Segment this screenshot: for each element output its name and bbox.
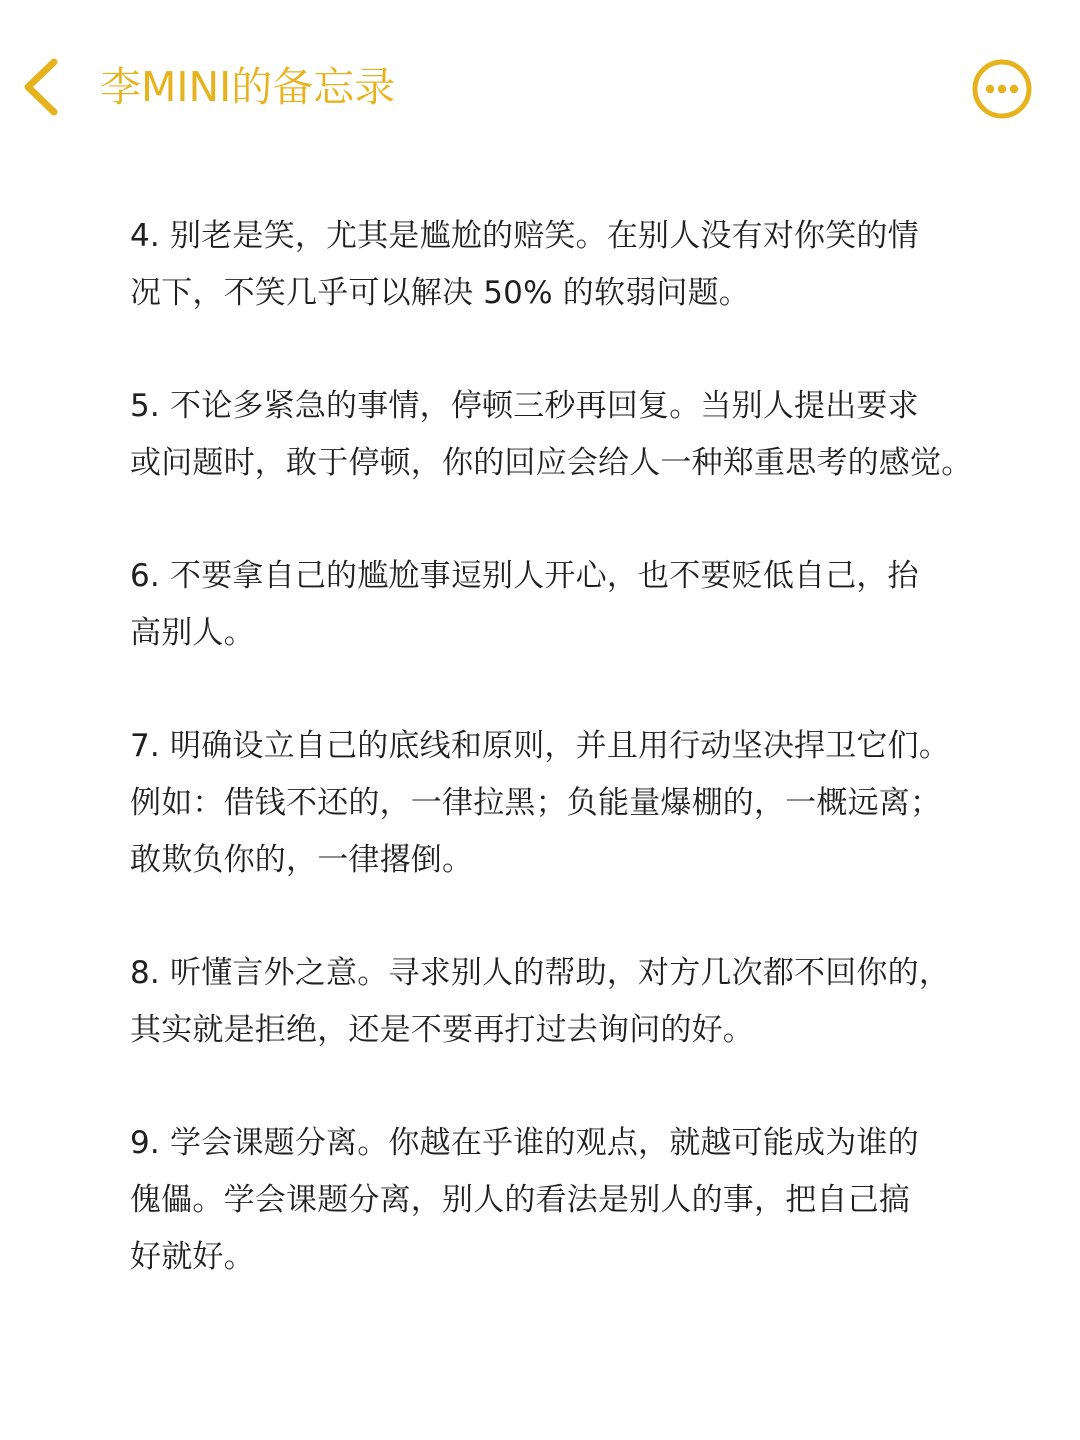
note-body [130,208,990,1342]
note-line: 其实就是拒绝，还是不要再打过去询问的好。 [130,1012,754,1048]
note-line: 例如：借钱不还的，一律拉黑；负能量爆棚的，一概远离； [130,785,942,821]
note-line: 或问题时，敢于停顿，你的回应会给人一种郑重思考的感觉。 [130,445,973,481]
more-horizontal-circle-icon [970,57,1034,121]
note-line: 敢欺负你的，一律撂倒。 [130,842,474,878]
note-line: 5. 不论多紧急的事情，停顿三秒再回复。当别人提出要求 [130,388,919,424]
back-button[interactable] [14,54,70,120]
note-line: 7. 明确设立自己的底线和原则，并且用行动坚决捍卫它们。 [130,728,951,764]
note-item-4 [130,208,990,322]
nav-header [0,0,1080,175]
note-item-9 [130,1115,990,1286]
note-item-8 [130,945,990,1059]
note-line: 高别人。 [130,615,255,651]
more-options-button[interactable] [970,57,1034,121]
note-line: 傀儡。学会课题分离，别人的看法是别人的事，把自己搞 [130,1182,910,1218]
note-line: 8. 听懂言外之意。寻求别人的帮助，对方几次都不回你的， [130,955,951,991]
note-line: 6. 不要拿自己的尴尬事逗别人开心，也不要贬低自己，抬 [130,558,919,594]
note-item-6 [130,548,990,662]
note-item-7 [130,718,990,889]
note-line: 4. 别老是笑，尤其是尴尬的赔笑。在别人没有对你笑的情 [130,218,919,254]
chevron-left-icon [14,54,70,120]
note-item-5 [130,378,990,492]
page-title: 李MINI的备忘录 [100,63,396,111]
note-line: 好就好。 [130,1239,255,1275]
note-line: 9. 学会课题分离。你越在乎谁的观点，就越可能成为谁的 [130,1125,919,1161]
note-line: 况下，不笑几乎可以解决 50% 的软弱问题。 [130,275,751,311]
